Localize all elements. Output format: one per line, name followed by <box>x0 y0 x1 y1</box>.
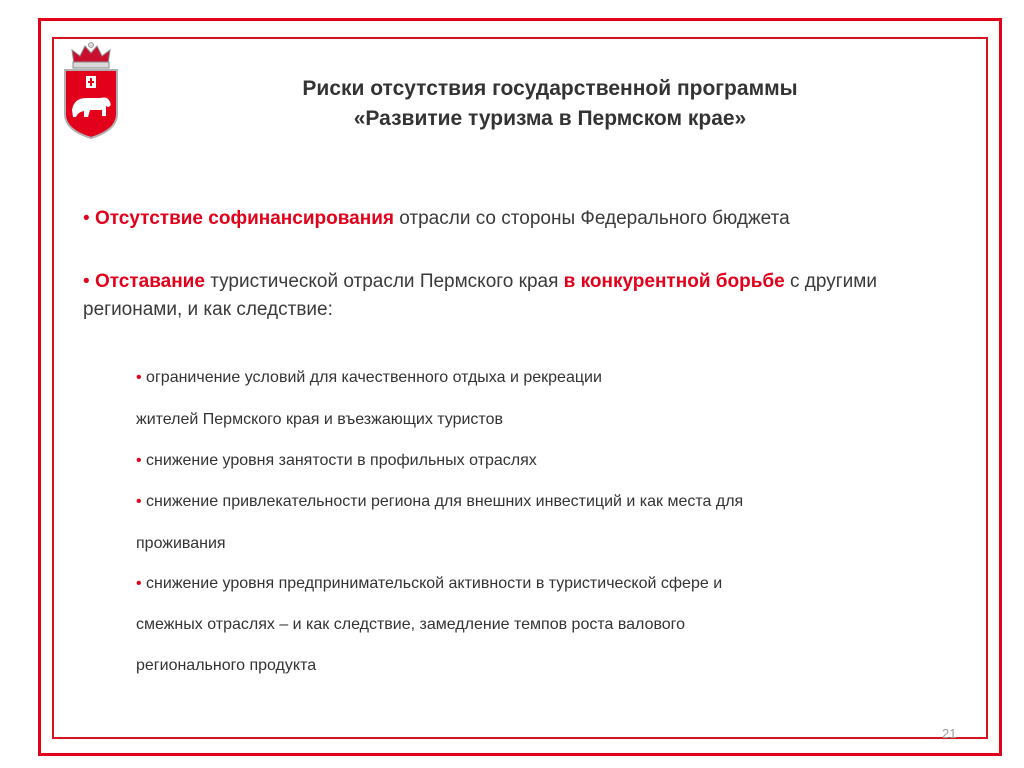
sub-bullet-line <box>136 411 956 429</box>
sub-bullet-marker: • <box>136 493 142 510</box>
bullet-highlight: Отсутствие софинансирования <box>94 208 394 229</box>
sub-bullet-line <box>136 369 956 387</box>
sub-bullet-marker: • <box>136 369 142 386</box>
sub-bullet-text: регионального продукта <box>136 657 317 674</box>
sub-bullet-line <box>136 575 956 593</box>
slide-title <box>210 74 890 134</box>
bullet-cofinancing <box>83 205 963 233</box>
sub-bullet-text: снижение уровня занятости в профильных отраслях <box>141 452 537 469</box>
bullet-marker: • <box>83 208 90 229</box>
sub-bullet-text: ограничение условий для качественного отдыха и рекреации <box>141 369 602 386</box>
bullet-highlight-2: в конкурентной борьбе <box>563 271 785 292</box>
sub-bullet-text: смежных отраслях – и как следствие, замедление темпов роста валового <box>136 616 686 633</box>
sub-bullet-line <box>136 535 956 553</box>
sub-bullet-line <box>136 452 956 470</box>
sub-bullet-line <box>136 616 956 634</box>
bullet-text: туристической отрасли Пермского края <box>204 271 564 292</box>
bullet-highlight: Отставание <box>94 271 205 292</box>
sub-bullet-text: снижение привлекательности региона для внешних инвестиций и как места для <box>141 493 744 510</box>
bullet-text: отрасли со стороны Федерального бюджета <box>393 208 790 229</box>
sub-bullet-text: проживания <box>136 535 226 552</box>
bullet-text-2: с другими регионами, и как следствие: <box>83 271 877 320</box>
sub-bullet-marker: • <box>136 452 142 469</box>
sub-bullet-text: жителей Пермского края и въезжающих туристов <box>136 411 503 428</box>
title-line-1: Риски отсутствия государственной программы <box>302 77 798 100</box>
coat-of-arms-icon <box>60 40 122 140</box>
page-number: 21 <box>942 726 957 741</box>
bullet-competition-lag <box>83 268 963 324</box>
title-line-2: «Развитие туризма в Пермском крае» <box>353 107 747 130</box>
bullet-marker: • <box>83 271 90 292</box>
sub-bullet-line <box>136 657 956 675</box>
sub-bullet-marker: • <box>136 575 142 592</box>
sub-bullet-line <box>136 493 956 511</box>
sub-bullet-text: снижение уровня предпринимательской активности в туристической сфере и <box>141 575 723 592</box>
